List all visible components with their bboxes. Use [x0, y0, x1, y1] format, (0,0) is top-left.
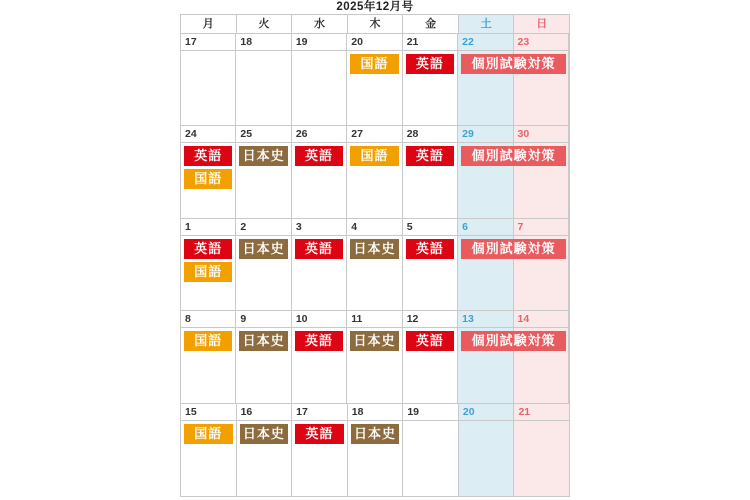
- subject-badge-eigo: 英語: [406, 146, 454, 166]
- subject-badge-nihonshi: 日本史: [240, 424, 289, 444]
- day-cell: [514, 34, 569, 126]
- day-cell: [347, 34, 402, 126]
- subject-badge-kokugo: 国語: [184, 331, 232, 351]
- day-cell: [514, 311, 569, 403]
- subject-badge-eigo: 英語: [295, 239, 343, 259]
- subject-badge-eigo: 英語: [295, 331, 343, 351]
- subject-badge-nihonshi: 日本史: [351, 424, 400, 444]
- date-number: 11: [347, 311, 401, 328]
- day-cell: [292, 219, 347, 311]
- date-number: 27: [347, 126, 401, 143]
- day-cell: [347, 219, 402, 311]
- weekend-badge-kobetsu: 個別試験対策: [461, 331, 566, 351]
- date-number: 7: [514, 219, 568, 236]
- day-cell: [458, 311, 513, 403]
- subject-badge-kokugo: 国語: [350, 54, 398, 74]
- subject-badge-eigo: 英語: [406, 331, 454, 351]
- date-number: 6: [458, 219, 512, 236]
- date-number: 19: [292, 34, 346, 51]
- day-cell: [347, 311, 402, 403]
- weekday-header-weekday-火: 火: [237, 15, 293, 34]
- date-number: 23: [514, 34, 568, 51]
- week-row: [181, 404, 569, 496]
- subject-badge-eigo: 英語: [406, 54, 454, 74]
- weekday-header-weekday-木: 木: [348, 15, 404, 34]
- weekend-badge-kobetsu: 個別試験対策: [461, 239, 566, 259]
- date-number: 29: [458, 126, 512, 143]
- date-number: 14: [514, 311, 568, 328]
- date-number: 20: [459, 404, 514, 421]
- day-cell: [181, 404, 237, 496]
- subject-badge-nihonshi: 日本史: [350, 239, 398, 259]
- day-cell: [403, 126, 458, 218]
- day-cell: [237, 404, 293, 496]
- day-cell: [458, 219, 513, 311]
- subject-badge-eigo: 英語: [406, 239, 454, 259]
- date-number: 26: [292, 126, 346, 143]
- date-number: 12: [403, 311, 457, 328]
- day-cell: [458, 34, 513, 126]
- day-cell: [514, 126, 569, 218]
- week-row: [181, 219, 569, 311]
- day-cell: [403, 404, 459, 496]
- date-number: 2: [236, 219, 290, 236]
- day-cell: [514, 219, 569, 311]
- date-number: 18: [236, 34, 290, 51]
- day-cell: [348, 404, 404, 496]
- day-cell: [181, 311, 236, 403]
- day-cell: [403, 219, 458, 311]
- subject-badge-nihonshi: 日本史: [239, 239, 287, 259]
- date-number: 20: [347, 34, 401, 51]
- weekday-header-sunday: 日: [514, 15, 569, 34]
- date-number: 30: [514, 126, 568, 143]
- weekday-header-weekday-金: 金: [403, 15, 459, 34]
- date-number: 13: [458, 311, 512, 328]
- weekend-badge-kobetsu: 個別試験対策: [461, 54, 566, 74]
- weekday-header-saturday: 土: [459, 15, 515, 34]
- day-cell: [236, 219, 291, 311]
- date-number: 19: [403, 404, 458, 421]
- date-number: 24: [181, 126, 235, 143]
- day-cell: [292, 311, 347, 403]
- subject-badge-kokugo: 国語: [350, 146, 398, 166]
- calendar-title: 2025年12月号: [336, 1, 414, 13]
- subject-badge-eigo: 英語: [184, 146, 232, 166]
- date-number: 17: [181, 34, 235, 51]
- day-cell: [181, 126, 236, 218]
- date-number: 1: [181, 219, 235, 236]
- day-cell: [292, 34, 347, 126]
- day-cell: [458, 126, 513, 218]
- week-row: [181, 126, 569, 218]
- date-number: 8: [181, 311, 235, 328]
- day-cell: [514, 404, 569, 496]
- date-number: 4: [347, 219, 401, 236]
- day-cell: [292, 404, 348, 496]
- weekday-header-weekday-月: 月: [181, 15, 237, 34]
- date-number: 15: [181, 404, 236, 421]
- weekday-header-weekday-水: 水: [292, 15, 348, 34]
- date-number: 16: [237, 404, 292, 421]
- date-number: 9: [236, 311, 290, 328]
- calendar-table: [180, 14, 570, 497]
- day-cell: [236, 126, 291, 218]
- day-cell: [181, 34, 236, 126]
- day-cell: [403, 34, 458, 126]
- date-number: 21: [514, 404, 569, 421]
- week-row: [181, 34, 569, 126]
- subject-badge-eigo: 英語: [295, 424, 344, 444]
- subject-badge-kokugo: 国語: [184, 169, 232, 189]
- week-row: [181, 311, 569, 403]
- date-number: 28: [403, 126, 457, 143]
- date-number: 5: [403, 219, 457, 236]
- subject-badge-nihonshi: 日本史: [350, 331, 398, 351]
- subject-badge-eigo: 英語: [295, 146, 343, 166]
- date-number: 17: [292, 404, 347, 421]
- subject-badge-nihonshi: 日本史: [239, 331, 287, 351]
- subject-badge-kokugo: 国語: [184, 262, 232, 282]
- day-cell: [459, 404, 515, 496]
- date-number: 22: [458, 34, 512, 51]
- date-number: 25: [236, 126, 290, 143]
- date-number: 18: [348, 404, 403, 421]
- subject-badge-nihonshi: 日本史: [239, 146, 287, 166]
- subject-badge-eigo: 英語: [184, 239, 232, 259]
- day-cell: [403, 311, 458, 403]
- day-cell: [181, 219, 236, 311]
- calendar-body: [181, 34, 569, 496]
- date-number: 21: [403, 34, 457, 51]
- weekend-badge-kobetsu: 個別試験対策: [461, 146, 566, 166]
- day-cell: [236, 311, 291, 403]
- day-cell: [236, 34, 291, 126]
- date-number: 10: [292, 311, 346, 328]
- day-cell: [347, 126, 402, 218]
- date-number: 3: [292, 219, 346, 236]
- day-cell: [292, 126, 347, 218]
- weekday-header-row: [181, 15, 569, 34]
- subject-badge-kokugo: 国語: [184, 424, 233, 444]
